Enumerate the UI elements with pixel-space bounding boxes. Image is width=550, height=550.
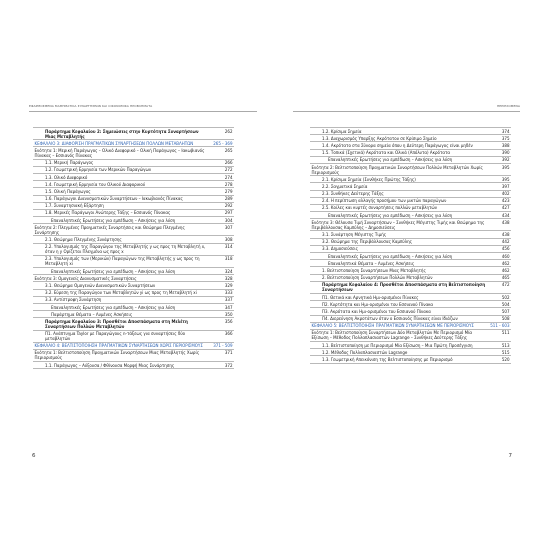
toc-entry-title: 3.3. Δημοσιεύσεις — [310, 245, 488, 252]
toc-entry-page: 350 — [211, 311, 234, 318]
toc-entry-title: 3.2. Εύρεση της Παραγώγου των Μεταβλητών yi ως προς τη Μεταβλητή xi — [33, 289, 211, 296]
toc-entry — [33, 166, 234, 173]
toc-entry — [33, 202, 234, 209]
toc-entry — [310, 274, 511, 281]
toc-entry-page: 318 — [211, 255, 234, 267]
toc-entry-title: Επαναληπτικές Ερωτήσεις για εμπέδωση – Ασκήσεις για λύση — [33, 217, 211, 224]
toc-entry — [310, 176, 511, 183]
toc-entry-title: 2.2. Υπολογισμός της Παραγώγου της Μεταβλητής y ως προς τη Μεταβλητή x, όταν η y Ορίζεται Πλεγμένα ως προς x — [33, 243, 211, 255]
toc-entry-title: Π3. Ακρότατα και Ημι-ορισμένοι του Εσσιανού Πίνακα — [310, 308, 488, 315]
toc-entry — [310, 156, 511, 163]
toc-entry — [33, 188, 234, 195]
toc-entry-page: 304 — [211, 217, 234, 224]
toc-entry — [310, 142, 511, 149]
toc-entry-title: 1.5. Ολική Παράγωγος — [33, 188, 211, 195]
toc-entry — [310, 231, 511, 238]
toc-entry — [33, 349, 234, 361]
toc-entry — [33, 236, 234, 243]
toc-entry-page: 402 — [488, 190, 511, 197]
toc-entry-page: 314 — [211, 243, 234, 255]
toc-entry — [33, 224, 234, 236]
toc-entry — [33, 255, 234, 267]
toc-entry-title: 3.3. Αντίστροφη Συνάρτηση — [33, 296, 211, 303]
toc-entry-title: Επαναληπτικές Ερωτήσεις για εμπέδωση – Ασκήσεις για λύση — [33, 303, 211, 310]
toc-entry-page: 356 — [211, 318, 234, 330]
toc-entry — [310, 342, 511, 349]
toc-entry-page: 374 — [488, 128, 511, 135]
toc-entry — [33, 268, 234, 275]
toc-entry-title: 1.7. Συναρτησιακή Εξάρτηση — [33, 202, 211, 209]
toc-entry-page: 347 — [211, 303, 234, 310]
toc-entry — [310, 315, 511, 322]
toc-entry-title: 1.1. Βελτιστοποίηση με Περιορισμό Μία Εξίσωση – Μια Πρώτη Προσέγγιση — [310, 342, 488, 349]
toc-entry-title: 1.4. Γεωμετρική Ερμηνεία του Ολικού Διαφορικού — [33, 181, 211, 188]
toc-entry-page: 438 — [488, 231, 511, 238]
toc-entry — [33, 275, 234, 282]
toc-entry — [33, 330, 234, 342]
toc-entry-page: 289 — [211, 195, 234, 202]
toc-entry — [33, 140, 234, 147]
toc-entry-page: 388 — [488, 142, 511, 149]
toc-entry-page: 515 — [488, 349, 511, 356]
toc-entry — [33, 303, 234, 310]
toc-entry — [310, 238, 511, 245]
toc-entry-page: 297 — [211, 209, 234, 216]
toc-entry-page: 508 — [488, 315, 511, 322]
toc-entry-page: 438 — [488, 219, 511, 231]
running-header: ΕΦΑΡΜΟΣΜΕΝΑ ΜΑΘΗΜΑΤΙΚΑ ΣΥΝΑΡΤΗΣΕΩΝ ΚΑΙ ΟΙΚΟΝΟΜΙΚΑ ΠΡΟΒΛΗΜΑΤΑ — [29, 104, 153, 108]
toc-entry-title: Ενότητα 2: Πλεγμένες Πραγματικές Συναρτήσεις και Θεώρημα Πλεγμένης Συνάρτησης — [33, 224, 211, 236]
toc-entry — [310, 293, 511, 300]
toc-entry-title: Ενότητα 1: Μερική Παράγωγος – Ολικό Διαφορικό – Ολική Παράγωγος – Ιακωβιανός Πίνακας – Εσσιανός Πίνακας — [33, 147, 211, 159]
toc-entry-page: 513 — [488, 342, 511, 349]
toc-entry — [310, 322, 511, 329]
toc-entry-page: 392 — [488, 156, 511, 163]
toc-table — [33, 127, 234, 369]
toc-entry-title: Επαναληπτικές Ερωτήσεις για εμπέδωση – Ασκήσεις για λύση — [33, 268, 211, 275]
toc-entry — [310, 301, 511, 308]
right-page — [275, 0, 550, 550]
toc-entry-title: 1.2. Κρίσιμα Σημεία — [310, 128, 488, 135]
toc-entry-title: 1.6. Παράγωγοι Διανυσματικών Συναρτήσεων – Ιακωβιανός Πίνακας — [33, 195, 211, 202]
toc-entry-title: Ενότητα 1: Βελτιστοποίηση Πραγματικών Συναρτήσεων Μιας Μεταβλητής Χωρίς Περιορισμούς — [33, 349, 211, 361]
toc-entry-title: Π4. Διερεύνηση Ακροτάτων όταν ο Εσσιανός Πίνακας είναι Ιδιάζων — [310, 315, 488, 322]
toc-entry — [310, 190, 511, 197]
toc-entry-page: 337 — [211, 296, 234, 303]
toc-entry-page: 465 — [488, 274, 511, 281]
toc-entry — [33, 289, 234, 296]
toc-entry — [310, 245, 511, 252]
toc-entry — [310, 356, 511, 363]
toc-entry — [33, 311, 234, 318]
toc-entry — [310, 204, 511, 211]
running-header: ΠΕΡΙΕΧΟΜΕΝΑ — [496, 104, 520, 108]
toc-entry-title: Π1. Ανάπτυγμα Taylor με Παραγώγους n-τάξεως για συναρτήσεις δύο μεταβλητών — [33, 330, 211, 342]
toc-entry — [33, 362, 234, 369]
toc-entry-page: 462 — [488, 267, 511, 274]
toc-entry-page: 272 — [211, 166, 234, 173]
toc-entry — [33, 181, 234, 188]
toc-entry-title: 1.8. Μερικές Παράγωγοι Ανώτερης Τάξης – Εσσιανός Πίνακας — [33, 209, 211, 216]
toc-entry-page: 375 — [488, 135, 511, 142]
toc-entry-title: 1.1. Μερική Παράγωγος — [33, 159, 211, 166]
toc-entry — [33, 195, 234, 202]
toc-entry-page: 434 — [488, 212, 511, 219]
toc-entry-title: Παράρτημα Κεφαλαίου 3: Προσθέτοι Αποσπάσματα στη Μελέτη Συναρτήσεων Πολλών Μεταβλητών — [33, 318, 211, 330]
toc-entry-page: 371 — [211, 349, 234, 361]
toc-entry-page: 397 — [488, 183, 511, 190]
toc-entry — [33, 159, 234, 166]
toc-entry-title: 1.2. Μέθοδος Πολλαπλασιαστών Lagrange — [310, 349, 488, 356]
toc-entry-page: 460 — [488, 253, 511, 260]
toc-entry-page: 307 — [211, 224, 234, 236]
toc-entry — [33, 282, 234, 289]
toc-entry-title: 2.1. Κρίσιμα Σημεία (Συνθήκες Πρώτης Τάξης) — [310, 176, 488, 183]
toc-entry-title: 2.5. Κοίλες και κυρτές συναρτήσεις πολλών μεταβλητών — [310, 204, 488, 211]
toc-entry-title: 3.1. Συνάρτηση Μέγιστης Τιμής — [310, 231, 488, 238]
toc-entry — [310, 260, 511, 267]
toc-entry-title: Π2. Κυρτότητα και Ημι-ορισμένοι του Εσσιανού Πίνακα — [310, 301, 488, 308]
toc-entry-title: 2. Βελτιστοποίηση Συναρτήσεων Πολλών Μεταβλητών — [310, 274, 488, 281]
toc-entry-page: 390 — [488, 149, 511, 156]
toc-entry-title: 1.3. Διαχωρισμός Υπαρξης Ακρότατου σε Κρίσιμο Σημείο — [310, 135, 488, 142]
toc-entry-title: ΚΕΦΑΛΑΙΟ 3: ΔΙΑΦΟΡΙΣΗ ΠΡΑΓΜΑΤΙΚΩΝ ΣΥΝΑΡΤΗΣΕΩΝ ΠΟΛΛΩΝ ΜΕΤΑΒΛΗΤΩΝ — [33, 140, 211, 147]
toc-entry — [33, 128, 234, 140]
toc-entry-page: 507 — [488, 308, 511, 315]
toc-entry — [310, 163, 511, 175]
toc-entry — [33, 173, 234, 180]
toc-entry-title: 1.1. Παράγωγος – Αύξουσα / Φθίνουσα Μορφή Μιας Συνάρτησης — [33, 362, 211, 369]
toc-entry-page: 472 — [488, 281, 511, 293]
toc-entry-title: Π1. Θετικά και Αρνητικά Ημι-ορισμένοι Πίνακες — [310, 293, 488, 300]
toc-entry — [33, 147, 234, 159]
toc-entry-title: ΚΕΦΑΛΑΙΟ 5: ΒΕΛΤΙΣΤΟΠΟΙΗΣΗ ΠΡΑΓΜΑΤΙΚΩΝ ΣΥΝΑΡΤΗΣΕΩΝ ΜΕ ΠΕΡΙΟΡΙΣΜΟΥΣ — [310, 322, 488, 329]
toc-entry-page: 427 — [488, 204, 511, 211]
toc-entry-page: 511 — [488, 329, 511, 341]
toc-entry — [310, 183, 511, 190]
toc-entry-title: 3.2. Θεώρημα της Περιβάλλουσας Καμπύλης — [310, 238, 488, 245]
toc-entry-page: 511 - 603 — [488, 322, 511, 329]
toc-entry-page: 371 - 509 — [211, 342, 234, 349]
toc-entry-title: Ενότητα 1: Βελτιστοποίηση Συναρτήσεων Δύο Μεταβλητών Με Περιορισμό Μία Εξίσωση – Μέθοδος Πολλαπλασιαστών Lagrange – Συνθήκες Δεύτερης Τάξης — [310, 329, 488, 341]
page-number: 6 — [32, 453, 36, 459]
toc-entry-title: Επαναληπτικές Ερωτήσεις για εμπέδωση – Ασκήσεις για λύση — [310, 156, 488, 163]
toc-entry-title: Παράρτημα Κεφαλαίου 4: Προσθέτοι Αποσπάσματα στη Βελτιστοποίηση Συναρτήσεων — [310, 281, 488, 293]
toc-entry-title: 3.1. Θεώρημα Ομογενών Διανυσματικών Συναρτήσεων — [33, 282, 211, 289]
toc-entry-page: 456 — [488, 245, 511, 252]
toc-entry-title: 1. Βελτιστοποίηση Συναρτήσεων Μιας Μεταβλητής — [310, 267, 488, 274]
toc-entry-title: 1.3. Γεωμετρική Απεικόνιση της Βελτιστοποίησης με Περιορισμό — [310, 356, 488, 363]
toc-entry-title: 1.5. Τοπικά (Σχετικά) Ακρότατα και Ολικά (Απόλυτα) Ακρότατα — [310, 149, 488, 156]
toc-entry — [33, 296, 234, 303]
toc-entry-page: 278 — [211, 181, 234, 188]
toc-entry-page: 395 — [488, 163, 511, 175]
toc-entry — [310, 149, 511, 156]
toc-entry-page: 329 — [211, 282, 234, 289]
toc-table — [310, 127, 511, 364]
toc-entry — [310, 349, 511, 356]
toc-entry — [310, 329, 511, 341]
toc-entry — [310, 197, 511, 204]
toc-entry-title: Παράρτημα Θέματα – Λυμένες Ασκήσεις — [33, 311, 211, 318]
toc-entry-title: Επαναληπτικά Θέματα – Λυμένες Ασκήσεις — [310, 260, 488, 267]
toc-entry — [33, 243, 234, 255]
toc-entry-page: 502 — [488, 293, 511, 300]
toc-entry-title: 2.4. Η περίπτωση αλλαγής προσήμου των μικτών παραγώγων — [310, 197, 488, 204]
toc-entry — [310, 219, 511, 231]
toc-entry-page: 372 — [211, 362, 234, 369]
toc-entry-title: Ενότητα 2: Βελτιστοποίηση Πραγματικών Συναρτήσεων Πολλών Μεταβλητών Χωρίς Περιορισμούς — [310, 163, 488, 175]
toc-entry-page: 423 — [488, 197, 511, 204]
toc-entry-page: 265 - 369 — [211, 140, 234, 147]
toc-entry — [310, 267, 511, 274]
toc-entry-page: 328 — [211, 275, 234, 282]
toc-entry — [310, 253, 511, 260]
toc-entry-page: 462 — [488, 260, 511, 267]
toc-entry-title: 1.2. Γεωμετρική Ερμηνεία των Μερικών Παραγώγων — [33, 166, 211, 173]
toc-entry-title: 2.3. Συνθήκες Δεύτερης Τάξης — [310, 190, 488, 197]
page-number: 7 — [508, 453, 512, 459]
toc-entry — [33, 318, 234, 330]
toc-entry-title: 2.1. Θεώρημα Πλεγμένης Συνάρτησης — [33, 236, 211, 243]
toc-entry — [310, 308, 511, 315]
toc-entry — [33, 209, 234, 216]
toc-entry — [310, 135, 511, 142]
toc-entry-title: ΚΕΦΑΛΑΙΟ 4: ΒΕΛΤΙΣΤΟΠΟΙΗΣΗ ΠΡΑΓΜΑΤΙΚΩΝ ΣΥΝΑΡΤΗΣΕΩΝ ΧΩΡΙΣ ΠΕΡΙΟΡΙΣΜΟΥΣ — [33, 342, 211, 349]
toc-entry-page: 442 — [488, 238, 511, 245]
toc-entry-title: 1.4. Ακρότατο στα Σύνορα σημεία όπου η Δεύτερη Παράγωγος είναι μηδέν — [310, 142, 488, 149]
toc-entry-page: 308 — [211, 236, 234, 243]
toc-entry-page: 266 — [211, 159, 234, 166]
toc-entry-page: 333 — [211, 289, 234, 296]
toc-entry-page: 274 — [211, 173, 234, 180]
toc-entry-page: 324 — [211, 268, 234, 275]
toc-entry-page: 265 — [211, 147, 234, 159]
toc-entry-page: 366 — [211, 330, 234, 342]
toc-entry-title: Ενότητα 3: Ομογενείς Διανυσματικές Συναρτήσεις — [33, 275, 211, 282]
toc-entry-page: 279 — [211, 188, 234, 195]
toc-entry — [33, 342, 234, 349]
header-rule — [293, 111, 520, 112]
toc-entry — [33, 217, 234, 224]
toc-entry — [310, 128, 511, 135]
toc-entry-page: 395 — [488, 176, 511, 183]
toc-entry-page: 262 — [211, 128, 234, 140]
toc-entry-page: 520 — [488, 356, 511, 363]
toc-entry-title: Επαναληπτικές Ερωτήσεις για εμπέδωση – Ασκήσεις για λύση — [310, 212, 488, 219]
toc-entry-title: 2.2. Σαγματικά Σημεία — [310, 183, 488, 190]
toc-entry-title: Παράρτημα Κεφαλαίου 2: Σημειώσεις στην Κυρτότητα Συναρτήσεων Μιας Μεταβλητής — [33, 128, 211, 140]
toc-entry-title: Επαναληπτικές Ερωτήσεις για εμπέδωση – Ασκήσεις για λύση — [310, 253, 488, 260]
toc-entry — [310, 281, 511, 293]
toc-entry-page: 292 — [211, 202, 234, 209]
toc-entry-title: 1.3. Ολικό Διαφορικό — [33, 173, 211, 180]
toc-entry-title: 2.3. Υπολογισμός των (Μερικών) Παραγώγων της Μεταβλητής y ως προς τη Μεταβλητή xi — [33, 255, 211, 267]
toc-entry-page: 504 — [488, 301, 511, 308]
header-rule — [29, 111, 257, 112]
toc-entry-title: Ενότητα 3: Θέλουσα Τιμή Συναρτήσεων – Συνθήκες Μέγιστης Τιμής και Θεώρημα της Περιβάλλουσας Καμπύλης – Δημοσιεύσεις — [310, 219, 488, 231]
toc-entry — [310, 212, 511, 219]
